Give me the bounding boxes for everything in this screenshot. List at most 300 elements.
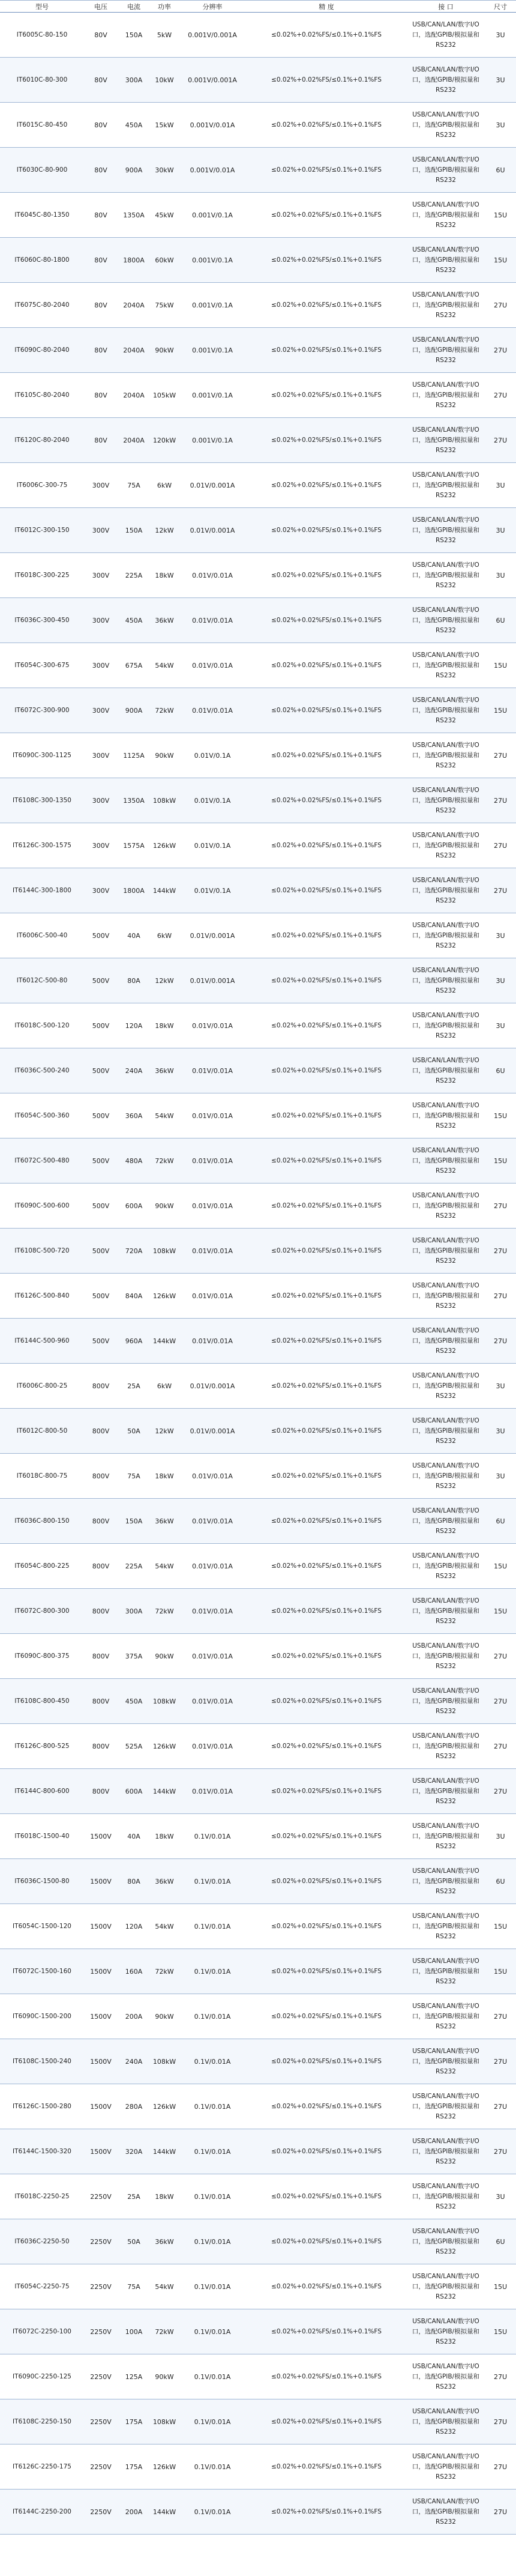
cell-accuracy: ≤0.02%+0.02%FS/≤0.1%+0.1%FS	[246, 1949, 407, 1994]
cell-current: 360A	[118, 1093, 150, 1138]
cell-power: 54kW	[150, 1544, 179, 1589]
cell-size: 27U	[485, 1724, 516, 1769]
cell-size: 15U	[485, 238, 516, 283]
table-row	[0, 1003, 516, 1048]
cell-size: 15U	[485, 688, 516, 733]
cell-resolution: 0.1V/0.01A	[179, 2039, 246, 2084]
cell-voltage: 2250V	[84, 2399, 118, 2444]
cell-interface: USB/CAN/LAN/数字I/O口，选配GPIB/模拟量和RS232	[407, 1769, 485, 1814]
cell-resolution: 0.1V/0.01A	[179, 1994, 246, 2039]
cell-voltage: 800V	[84, 1364, 118, 1409]
cell-model: IT6144C-2250-200	[0, 2490, 84, 2535]
cell-model: IT6108C-1500-240	[0, 2039, 84, 2084]
cell-current: 675A	[118, 643, 150, 688]
cell-resolution: 0.1V/0.01A	[179, 2444, 246, 2490]
cell-model: IT6108C-300-1350	[0, 778, 84, 823]
cell-voltage: 800V	[84, 1769, 118, 1814]
cell-model: IT6090C-1500-200	[0, 1994, 84, 2039]
cell-resolution: 0.01V/0.01A	[179, 1048, 246, 1093]
cell-size: 3U	[485, 1454, 516, 1499]
cell-current: 175A	[118, 2444, 150, 2490]
cell-voltage: 2250V	[84, 2444, 118, 2490]
cell-resolution: 0.001V/0.001A	[179, 58, 246, 103]
table-row	[0, 463, 516, 508]
cell-model: IT6090C-80-2040	[0, 328, 84, 373]
cell-current: 960A	[118, 1319, 150, 1364]
cell-current: 900A	[118, 688, 150, 733]
cell-accuracy: ≤0.02%+0.02%FS/≤0.1%+0.1%FS	[246, 958, 407, 1003]
table-row	[0, 868, 516, 913]
cell-current: 600A	[118, 1769, 150, 1814]
cell-accuracy: ≤0.02%+0.02%FS/≤0.1%+0.1%FS	[246, 643, 407, 688]
cell-current: 450A	[118, 598, 150, 643]
cell-model: IT6012C-500-80	[0, 958, 84, 1003]
header-size: 尺寸	[485, 1, 516, 13]
cell-model: IT6090C-800-375	[0, 1634, 84, 1679]
cell-power: 18kW	[150, 1454, 179, 1499]
cell-interface: USB/CAN/LAN/数字I/O口，选配GPIB/模拟量和RS232	[407, 1138, 485, 1184]
cell-voltage: 500V	[84, 1138, 118, 1184]
cell-interface: USB/CAN/LAN/数字I/O口，选配GPIB/模拟量和RS232	[407, 283, 485, 328]
cell-resolution: 0.01V/0.01A	[179, 1454, 246, 1499]
cell-interface: USB/CAN/LAN/数字I/O口，选配GPIB/模拟量和RS232	[407, 1904, 485, 1949]
cell-model: IT6036C-800-150	[0, 1499, 84, 1544]
cell-model: IT6012C-800-50	[0, 1409, 84, 1454]
cell-voltage: 800V	[84, 1409, 118, 1454]
cell-accuracy: ≤0.02%+0.02%FS/≤0.1%+0.1%FS	[246, 1093, 407, 1138]
table-row	[0, 1769, 516, 1814]
cell-power: 54kW	[150, 1904, 179, 1949]
cell-accuracy: ≤0.02%+0.02%FS/≤0.1%+0.1%FS	[246, 778, 407, 823]
cell-voltage: 300V	[84, 823, 118, 868]
cell-size: 6U	[485, 1499, 516, 1544]
cell-accuracy: ≤0.02%+0.02%FS/≤0.1%+0.1%FS	[246, 238, 407, 283]
cell-model: IT6054C-500-360	[0, 1093, 84, 1138]
cell-interface: USB/CAN/LAN/数字I/O口，选配GPIB/模拟量和RS232	[407, 1949, 485, 1994]
cell-voltage: 80V	[84, 328, 118, 373]
table-row	[0, 733, 516, 778]
cell-power: 36kW	[150, 1048, 179, 1093]
cell-power: 45kW	[150, 193, 179, 238]
cell-interface: USB/CAN/LAN/数字I/O口，选配GPIB/模拟量和RS232	[407, 598, 485, 643]
cell-accuracy: ≤0.02%+0.02%FS/≤0.1%+0.1%FS	[246, 463, 407, 508]
cell-current: 80A	[118, 1859, 150, 1904]
cell-accuracy: ≤0.02%+0.02%FS/≤0.1%+0.1%FS	[246, 13, 407, 58]
table-row	[0, 913, 516, 958]
cell-current: 150A	[118, 508, 150, 553]
cell-size: 3U	[485, 958, 516, 1003]
table-row	[0, 58, 516, 103]
cell-model: IT6036C-300-450	[0, 598, 84, 643]
cell-accuracy: ≤0.02%+0.02%FS/≤0.1%+0.1%FS	[246, 1499, 407, 1544]
cell-power: 144kW	[150, 2490, 179, 2535]
cell-power: 90kW	[150, 733, 179, 778]
cell-resolution: 0.001V/0.1A	[179, 238, 246, 283]
header-resolution: 分辨率	[179, 1, 246, 13]
cell-model: IT6144C-1500-320	[0, 2129, 84, 2174]
cell-interface: USB/CAN/LAN/数字I/O口，选配GPIB/模拟量和RS232	[407, 1589, 485, 1634]
cell-power: 90kW	[150, 2354, 179, 2399]
cell-interface: USB/CAN/LAN/数字I/O口，选配GPIB/模拟量和RS232	[407, 2084, 485, 2129]
cell-resolution: 0.1V/0.01A	[179, 2174, 246, 2219]
cell-voltage: 800V	[84, 1679, 118, 1724]
cell-resolution: 0.001V/0.001A	[179, 13, 246, 58]
cell-interface: USB/CAN/LAN/数字I/O口，选配GPIB/模拟量和RS232	[407, 2354, 485, 2399]
cell-resolution: 0.01V/0.01A	[179, 1679, 246, 1724]
cell-interface: USB/CAN/LAN/数字I/O口，选配GPIB/模拟量和RS232	[407, 238, 485, 283]
cell-interface: USB/CAN/LAN/数字I/O口，选配GPIB/模拟量和RS232	[407, 1814, 485, 1859]
cell-size: 6U	[485, 1048, 516, 1093]
cell-model: IT6054C-300-675	[0, 643, 84, 688]
cell-accuracy: ≤0.02%+0.02%FS/≤0.1%+0.1%FS	[246, 1274, 407, 1319]
cell-size: 3U	[485, 1814, 516, 1859]
cell-power: 108kW	[150, 1229, 179, 1274]
cell-power: 60kW	[150, 238, 179, 283]
cell-voltage: 2250V	[84, 2490, 118, 2535]
cell-power: 144kW	[150, 2129, 179, 2174]
cell-voltage: 300V	[84, 553, 118, 598]
table-row	[0, 1274, 516, 1319]
cell-voltage: 300V	[84, 598, 118, 643]
cell-power: 36kW	[150, 2219, 179, 2264]
cell-voltage: 500V	[84, 1093, 118, 1138]
header-model: 型号	[0, 1, 84, 13]
cell-resolution: 0.1V/0.01A	[179, 1859, 246, 1904]
cell-current: 2040A	[118, 418, 150, 463]
cell-model: IT6072C-800-300	[0, 1589, 84, 1634]
cell-current: 100A	[118, 2309, 150, 2354]
cell-size: 15U	[485, 193, 516, 238]
cell-size: 27U	[485, 2129, 516, 2174]
cell-model: IT6072C-2250-100	[0, 2309, 84, 2354]
cell-model: IT6105C-80-2040	[0, 373, 84, 418]
cell-interface: USB/CAN/LAN/数字I/O口，选配GPIB/模拟量和RS232	[407, 1364, 485, 1409]
cell-accuracy: ≤0.02%+0.02%FS/≤0.1%+0.1%FS	[246, 1544, 407, 1589]
cell-current: 75A	[118, 463, 150, 508]
table-row	[0, 1138, 516, 1184]
table-row	[0, 2084, 516, 2129]
cell-interface: USB/CAN/LAN/数字I/O口，选配GPIB/模拟量和RS232	[407, 1229, 485, 1274]
table-row	[0, 688, 516, 733]
table-row	[0, 1994, 516, 2039]
cell-voltage: 800V	[84, 1544, 118, 1589]
cell-accuracy: ≤0.02%+0.02%FS/≤0.1%+0.1%FS	[246, 1679, 407, 1724]
cell-interface: USB/CAN/LAN/数字I/O口，选配GPIB/模拟量和RS232	[407, 2309, 485, 2354]
cell-current: 25A	[118, 1364, 150, 1409]
table-row	[0, 1634, 516, 1679]
cell-power: 90kW	[150, 328, 179, 373]
cell-accuracy: ≤0.02%+0.02%FS/≤0.1%+0.1%FS	[246, 1409, 407, 1454]
cell-model: IT6090C-300-1125	[0, 733, 84, 778]
cell-current: 120A	[118, 1003, 150, 1048]
table-row	[0, 1093, 516, 1138]
cell-current: 1125A	[118, 733, 150, 778]
header-accuracy: 精 度	[246, 1, 407, 13]
cell-accuracy: ≤0.02%+0.02%FS/≤0.1%+0.1%FS	[246, 2490, 407, 2535]
cell-model: IT6108C-800-450	[0, 1679, 84, 1724]
cell-accuracy: ≤0.02%+0.02%FS/≤0.1%+0.1%FS	[246, 1048, 407, 1093]
cell-voltage: 800V	[84, 1589, 118, 1634]
cell-current: 375A	[118, 1634, 150, 1679]
cell-voltage: 80V	[84, 148, 118, 193]
cell-resolution: 0.01V/0.01A	[179, 1724, 246, 1769]
cell-current: 280A	[118, 2084, 150, 2129]
cell-voltage: 80V	[84, 373, 118, 418]
cell-size: 3U	[485, 463, 516, 508]
cell-power: 36kW	[150, 1499, 179, 1544]
cell-resolution: 0.01V/0.1A	[179, 733, 246, 778]
cell-current: 25A	[118, 2174, 150, 2219]
table-row	[0, 418, 516, 463]
table-row	[0, 13, 516, 58]
cell-current: 300A	[118, 58, 150, 103]
cell-voltage: 80V	[84, 238, 118, 283]
cell-model: IT6144C-800-600	[0, 1769, 84, 1814]
cell-model: IT6010C-80-300	[0, 58, 84, 103]
cell-voltage: 300V	[84, 643, 118, 688]
cell-resolution: 0.001V/0.01A	[179, 148, 246, 193]
cell-interface: USB/CAN/LAN/数字I/O口，选配GPIB/模拟量和RS232	[407, 1274, 485, 1319]
cell-voltage: 1500V	[84, 1949, 118, 1994]
cell-voltage: 500V	[84, 1319, 118, 1364]
cell-model: IT6126C-300-1575	[0, 823, 84, 868]
cell-model: IT6015C-80-450	[0, 103, 84, 148]
cell-power: 30kW	[150, 148, 179, 193]
cell-size: 15U	[485, 1904, 516, 1949]
cell-interface: USB/CAN/LAN/数字I/O口，选配GPIB/模拟量和RS232	[407, 463, 485, 508]
cell-accuracy: ≤0.02%+0.02%FS/≤0.1%+0.1%FS	[246, 1184, 407, 1229]
cell-accuracy: ≤0.02%+0.02%FS/≤0.1%+0.1%FS	[246, 598, 407, 643]
cell-interface: USB/CAN/LAN/数字I/O口，选配GPIB/模拟量和RS232	[407, 1994, 485, 2039]
cell-interface: USB/CAN/LAN/数字I/O口，选配GPIB/模拟量和RS232	[407, 1409, 485, 1454]
table-row	[0, 283, 516, 328]
cell-interface: USB/CAN/LAN/数字I/O口，选配GPIB/模拟量和RS232	[407, 1454, 485, 1499]
cell-voltage: 1500V	[84, 2084, 118, 2129]
cell-accuracy: ≤0.02%+0.02%FS/≤0.1%+0.1%FS	[246, 103, 407, 148]
cell-resolution: 0.1V/0.01A	[179, 2399, 246, 2444]
cell-accuracy: ≤0.02%+0.02%FS/≤0.1%+0.1%FS	[246, 1769, 407, 1814]
cell-current: 480A	[118, 1138, 150, 1184]
cell-current: 1575A	[118, 823, 150, 868]
cell-model: IT6072C-1500-160	[0, 1949, 84, 1994]
table-row	[0, 2354, 516, 2399]
cell-voltage: 300V	[84, 463, 118, 508]
cell-power: 72kW	[150, 1589, 179, 1634]
cell-power: 90kW	[150, 1184, 179, 1229]
cell-resolution: 0.01V/0.1A	[179, 823, 246, 868]
table-row	[0, 1859, 516, 1904]
cell-voltage: 2250V	[84, 2219, 118, 2264]
cell-resolution: 0.01V/0.01A	[179, 1319, 246, 1364]
cell-power: 126kW	[150, 823, 179, 868]
cell-current: 2040A	[118, 373, 150, 418]
cell-voltage: 500V	[84, 1274, 118, 1319]
table-row	[0, 148, 516, 193]
cell-current: 600A	[118, 1184, 150, 1229]
cell-resolution: 0.1V/0.01A	[179, 2309, 246, 2354]
cell-power: 90kW	[150, 1994, 179, 2039]
cell-size: 27U	[485, 373, 516, 418]
cell-resolution: 0.01V/0.01A	[179, 1003, 246, 1048]
cell-current: 1350A	[118, 193, 150, 238]
cell-voltage: 80V	[84, 193, 118, 238]
cell-accuracy: ≤0.02%+0.02%FS/≤0.1%+0.1%FS	[246, 1814, 407, 1859]
cell-power: 5kW	[150, 13, 179, 58]
header-power: 功率	[150, 1, 179, 13]
cell-interface: USB/CAN/LAN/数字I/O口，选配GPIB/模拟量和RS232	[407, 1093, 485, 1138]
cell-resolution: 0.01V/0.01A	[179, 1274, 246, 1319]
cell-current: 150A	[118, 13, 150, 58]
cell-power: 72kW	[150, 1138, 179, 1184]
table-row	[0, 373, 516, 418]
cell-accuracy: ≤0.02%+0.02%FS/≤0.1%+0.1%FS	[246, 1454, 407, 1499]
cell-current: 450A	[118, 103, 150, 148]
cell-size: 6U	[485, 148, 516, 193]
table-row	[0, 958, 516, 1003]
table-row	[0, 1679, 516, 1724]
cell-voltage: 2250V	[84, 2264, 118, 2309]
cell-model: IT6006C-300-75	[0, 463, 84, 508]
cell-power: 126kW	[150, 1724, 179, 1769]
cell-accuracy: ≤0.02%+0.02%FS/≤0.1%+0.1%FS	[246, 733, 407, 778]
table-body	[0, 13, 516, 2535]
cell-resolution: 0.01V/0.1A	[179, 778, 246, 823]
cell-interface: USB/CAN/LAN/数字I/O口，选配GPIB/模拟量和RS232	[407, 1499, 485, 1544]
cell-resolution: 0.01V/0.001A	[179, 1409, 246, 1454]
cell-size: 15U	[485, 1138, 516, 1184]
table-row	[0, 598, 516, 643]
cell-current: 200A	[118, 2490, 150, 2535]
cell-power: 15kW	[150, 103, 179, 148]
cell-power: 12kW	[150, 1409, 179, 1454]
cell-size: 27U	[485, 2444, 516, 2490]
cell-accuracy: ≤0.02%+0.02%FS/≤0.1%+0.1%FS	[246, 373, 407, 418]
cell-power: 54kW	[150, 2264, 179, 2309]
cell-interface: USB/CAN/LAN/数字I/O口，选配GPIB/模拟量和RS232	[407, 2399, 485, 2444]
cell-current: 150A	[118, 1499, 150, 1544]
cell-current: 175A	[118, 2399, 150, 2444]
cell-size: 3U	[485, 1364, 516, 1409]
cell-current: 50A	[118, 1409, 150, 1454]
cell-size: 3U	[485, 508, 516, 553]
table-row	[0, 553, 516, 598]
table-row	[0, 1589, 516, 1634]
cell-voltage: 80V	[84, 13, 118, 58]
cell-accuracy: ≤0.02%+0.02%FS/≤0.1%+0.1%FS	[246, 148, 407, 193]
cell-accuracy: ≤0.02%+0.02%FS/≤0.1%+0.1%FS	[246, 868, 407, 913]
cell-current: 120A	[118, 1904, 150, 1949]
cell-interface: USB/CAN/LAN/数字I/O口，选配GPIB/模拟量和RS232	[407, 733, 485, 778]
cell-model: IT6054C-2250-75	[0, 2264, 84, 2309]
cell-current: 160A	[118, 1949, 150, 1994]
cell-interface: USB/CAN/LAN/数字I/O口，选配GPIB/模拟量和RS232	[407, 1184, 485, 1229]
cell-size: 3U	[485, 1003, 516, 1048]
cell-size: 27U	[485, 1274, 516, 1319]
cell-power: 105kW	[150, 373, 179, 418]
table-row	[0, 1949, 516, 1994]
cell-size: 3U	[485, 1409, 516, 1454]
cell-accuracy: ≤0.02%+0.02%FS/≤0.1%+0.1%FS	[246, 2354, 407, 2399]
cell-power: 120kW	[150, 418, 179, 463]
table-row	[0, 103, 516, 148]
cell-resolution: 0.1V/0.01A	[179, 1904, 246, 1949]
table-row	[0, 1454, 516, 1499]
cell-voltage: 500V	[84, 958, 118, 1003]
cell-current: 450A	[118, 1679, 150, 1724]
cell-voltage: 2250V	[84, 2354, 118, 2399]
table-row	[0, 238, 516, 283]
table-row	[0, 2129, 516, 2174]
cell-accuracy: ≤0.02%+0.02%FS/≤0.1%+0.1%FS	[246, 1859, 407, 1904]
cell-voltage: 500V	[84, 1229, 118, 1274]
cell-model: IT6030C-80-900	[0, 148, 84, 193]
cell-interface: USB/CAN/LAN/数字I/O口，选配GPIB/模拟量和RS232	[407, 2174, 485, 2219]
cell-accuracy: ≤0.02%+0.02%FS/≤0.1%+0.1%FS	[246, 2264, 407, 2309]
cell-power: 108kW	[150, 2399, 179, 2444]
cell-resolution: 0.01V/0.01A	[179, 598, 246, 643]
cell-accuracy: ≤0.02%+0.02%FS/≤0.1%+0.1%FS	[246, 2444, 407, 2490]
table-row	[0, 1724, 516, 1769]
cell-size: 27U	[485, 1634, 516, 1679]
cell-interface: USB/CAN/LAN/数字I/O口，选配GPIB/模拟量和RS232	[407, 868, 485, 913]
cell-size: 3U	[485, 2174, 516, 2219]
cell-accuracy: ≤0.02%+0.02%FS/≤0.1%+0.1%FS	[246, 1994, 407, 2039]
cell-resolution: 0.01V/0.01A	[179, 1499, 246, 1544]
table-row	[0, 778, 516, 823]
cell-power: 126kW	[150, 2444, 179, 2490]
cell-interface: USB/CAN/LAN/数字I/O口，选配GPIB/模拟量和RS232	[407, 688, 485, 733]
cell-resolution: 0.1V/0.01A	[179, 2490, 246, 2535]
cell-size: 6U	[485, 1859, 516, 1904]
cell-power: 72kW	[150, 688, 179, 733]
cell-size: 27U	[485, 1319, 516, 1364]
cell-model: IT6144C-300-1800	[0, 868, 84, 913]
cell-power: 12kW	[150, 958, 179, 1003]
table-row	[0, 1048, 516, 1093]
cell-interface: USB/CAN/LAN/数字I/O口，选配GPIB/模拟量和RS232	[407, 418, 485, 463]
cell-interface: USB/CAN/LAN/数字I/O口，选配GPIB/模拟量和RS232	[407, 13, 485, 58]
cell-model: IT6075C-80-2040	[0, 283, 84, 328]
cell-size: 15U	[485, 1589, 516, 1634]
cell-accuracy: ≤0.02%+0.02%FS/≤0.1%+0.1%FS	[246, 2084, 407, 2129]
cell-model: IT6018C-2250-25	[0, 2174, 84, 2219]
cell-size: 27U	[485, 733, 516, 778]
cell-power: 18kW	[150, 553, 179, 598]
cell-model: IT6108C-2250-150	[0, 2399, 84, 2444]
cell-resolution: 0.001V/0.1A	[179, 193, 246, 238]
cell-model: IT6006C-500-40	[0, 913, 84, 958]
cell-voltage: 300V	[84, 778, 118, 823]
cell-interface: USB/CAN/LAN/数字I/O口，选配GPIB/模拟量和RS232	[407, 328, 485, 373]
cell-accuracy: ≤0.02%+0.02%FS/≤0.1%+0.1%FS	[246, 2039, 407, 2084]
cell-accuracy: ≤0.02%+0.02%FS/≤0.1%+0.1%FS	[246, 193, 407, 238]
cell-accuracy: ≤0.02%+0.02%FS/≤0.1%+0.1%FS	[246, 328, 407, 373]
cell-resolution: 0.1V/0.01A	[179, 2219, 246, 2264]
cell-power: 18kW	[150, 2174, 179, 2219]
cell-resolution: 0.01V/0.001A	[179, 508, 246, 553]
cell-interface: USB/CAN/LAN/数字I/O口，选配GPIB/模拟量和RS232	[407, 508, 485, 553]
cell-interface: USB/CAN/LAN/数字I/O口，选配GPIB/模拟量和RS232	[407, 2490, 485, 2535]
cell-size: 27U	[485, 2084, 516, 2129]
cell-current: 300A	[118, 1589, 150, 1634]
cell-accuracy: ≤0.02%+0.02%FS/≤0.1%+0.1%FS	[246, 58, 407, 103]
cell-resolution: 0.001V/0.1A	[179, 373, 246, 418]
cell-accuracy: ≤0.02%+0.02%FS/≤0.1%+0.1%FS	[246, 688, 407, 733]
cell-size: 27U	[485, 418, 516, 463]
cell-voltage: 500V	[84, 1003, 118, 1048]
header-interface: 接 口	[407, 1, 485, 13]
cell-interface: USB/CAN/LAN/数字I/O口，选配GPIB/模拟量和RS232	[407, 1003, 485, 1048]
